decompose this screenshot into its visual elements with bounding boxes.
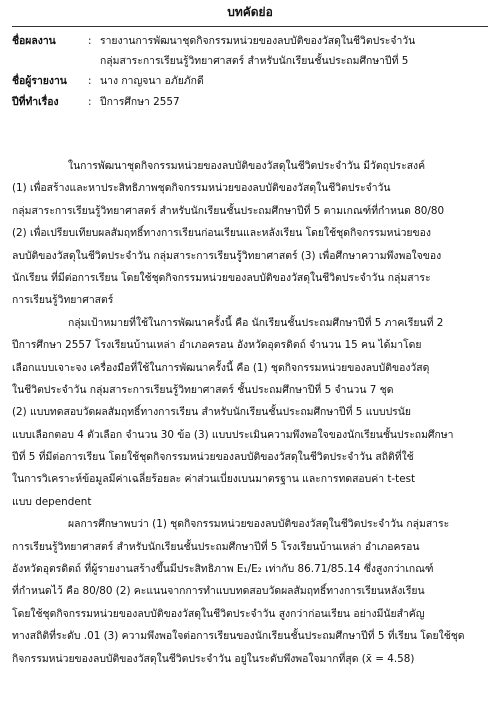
meta-value — [100, 93, 488, 113]
text-line: เลือกแบบเจาะจง เครื่องมือที่ใช้ในการพัฒนาครั้งนี้ คือ (1) ชุดกิจกรรมหน่วยของลบบัติของวัสดุ — [12, 361, 430, 374]
text-line: ลบบัติของวัสดุในชีวิตประจำวัน กลุ่มสาระการเรียนรู้วิทยาศาสตร์ (3) เพื่อศึกษาความพึงพอใจของ — [12, 249, 442, 262]
text-line: กลุ่มสาระการเรียนรู้วิทยาศาสตร์ สำหรับนักเรียนชั้นประถมศึกษาปีที่ 5 ตามเกณฑ์ที่กำหนด 80/80 — [12, 204, 445, 217]
text-line: กลุ่มเป้าหมายที่ใช้ในการพัฒนาครั้งนี้ คือ นักเรียนชั้นประถมศึกษาปีที่ 5 ภาคเรียนที่ 2 — [68, 316, 444, 329]
text-line: แบบ dependent — [12, 495, 92, 508]
text-line: (1) เพื่อสร้างและหาประสิทธิภาพชุดกิจกรรมหน่วยของลบบัติของวัสดุในชีวิตประจำวัน — [12, 182, 391, 195]
text-line: กิจกรรมหน่วยของลบบัติของวัสดุในชีวิตประจำวัน อยู่ในระดับพึงพอใจมากที่สุด (x̄ = 4.58) — [12, 652, 415, 665]
meta-value-line: กลุ่มสาระการเรียนรู้วิทยาศาสตร์ สำหรับนักเรียนชั้นประถมศึกษาปีที่ 5 — [100, 54, 409, 67]
text-line: การเรียนรู้วิทยาศาสตร์ — [12, 294, 114, 307]
text-line: (2) เพื่อเปรียบเทียบผลสัมฤทธิ์ทางการเรียนก่อนเรียนและหลังเรียน โดยใช้ชุดกิจกรรมหน่วยของ — [12, 227, 431, 240]
meta-label: ปีที่ทำเรื่อง — [12, 95, 59, 108]
text-line: แบบเลือกตอบ 4 ตัวเลือก จำนวน 30 ข้อ (3) แบบประเมินความพึงพอใจของนักเรียนชั้นประถมศึกษา — [12, 428, 454, 441]
text-line: (2) แบบทดสอบวัดผลสัมฤทธิ์ทางการเรียน สำหรับนักเรียนชั้นประถมศึกษาปีที่ 5 แบบปรนัย — [12, 406, 411, 419]
meta-block — [12, 32, 488, 113]
meta-value-line: นาง กาญจนา อภัยภักดี — [100, 75, 204, 87]
paragraph-objectives — [12, 155, 492, 312]
meta-value — [100, 32, 488, 71]
meta-row-author — [12, 72, 488, 92]
meta-value-line: รายงานการพัฒนาชุดกิจกรรมหน่วยของลบบัติของวัสดุในชีวิตประจำวัน — [100, 35, 416, 47]
text-line: ปีที่ 5 ที่มีต่อการเรียน โดยใช้ชุดกิจกรรมหน่วยของลบบัติของวัสดุในชีวิตประจำวัน สถิติที่ใช้ — [12, 451, 414, 464]
meta-row-title — [12, 32, 488, 71]
meta-colon: : — [88, 35, 92, 47]
text-line: อังหวัดอุตรดิตถ์ ที่ผู้รายงานสร้างขึ้นมีประสิทธิภาพ E₁/E₂ เท่ากับ 86.71/85.14 ซึ่งสูงกว่าเกณฑ์ — [12, 563, 434, 576]
page-title: บทคัดย่อ — [227, 5, 273, 19]
text-line: การเรียนรู้วิทยาศาสตร์ สำหรับนักเรียนชั้นประถมศึกษาปีที่ 5 โรงเรียนบ้านเหล่า อำเภอครอน — [12, 540, 420, 553]
title-divider — [12, 26, 488, 27]
paragraph-results — [12, 513, 492, 670]
text-line: นักเรียน ที่มีต่อการเรียน โดยใช้ชุดกิจกรรมหน่วยของลบบัติของวัสดุในชีวิตประจำวัน กลุ่มสาระ — [12, 271, 431, 284]
meta-value — [100, 72, 488, 92]
text-line: ในการพัฒนาชุดกิจกรรมหน่วยของลบบัติของวัสดุในชีวิตประจำวัน มีวัตถุประสงค์ — [68, 160, 426, 172]
text-line: ปีการศึกษา 2557 โรงเรียนบ้านเหล่า อำเภอครอน อังหวัดอุตรดิตถ์ จำนวน 15 คน ได้มาโดย — [12, 339, 422, 352]
meta-row-year — [12, 93, 488, 113]
text-line: โดยใช้ชุดกิจกรรมหน่วยของลบบัติของวัสดุในชีวิตประจำวัน สูงกว่าก่อนเรียน อย่างมีนัยสำคัญ — [12, 607, 425, 620]
meta-colon: : — [88, 75, 92, 87]
meta-label: ชื่อผลงาน — [12, 35, 56, 47]
meta-colon: : — [88, 95, 92, 108]
text-line: ทางสถิติที่ระดับ .01 (3) ความพึงพอใจต่อการเรียนของนักเรียนชั้นประถมศึกษาปีที่ 5 ที่เรียน โดยใช้ชุด — [12, 630, 465, 643]
paragraph-method — [12, 312, 492, 514]
abstract-body — [12, 155, 492, 670]
meta-label: ชื่อผู้รายงาน — [12, 75, 67, 87]
text-line: ในชีวิตประจำวัน กลุ่มสาระการเรียนรู้วิทยาศาสตร์ ชั้นประถมศึกษาปีที่ 5 จำนวน 7 ชุด — [12, 383, 394, 396]
text-line: ในการวิเคราะห์ข้อมูลมีค่าเฉลี่ยร้อยละ ค่าส่วนเบี่ยงเบนมาตรฐาน และการทดสอบค่า t-test — [12, 473, 416, 486]
text-line: ผลการศึกษาพบว่า (1) ชุดกิจกรรมหน่วยของลบบัติของวัสดุในชีวิตประจำวัน กลุ่มสาระ — [68, 518, 450, 531]
text-line: ที่กำหนดไว้ คือ 80/80 (2) คะแนนจากการทำแบบทดสอบวัดผลสัมฤทธิ์ทางการเรียนหลังเรียน — [12, 585, 425, 598]
meta-value-line: ปีการศึกษา 2557 — [100, 95, 180, 108]
